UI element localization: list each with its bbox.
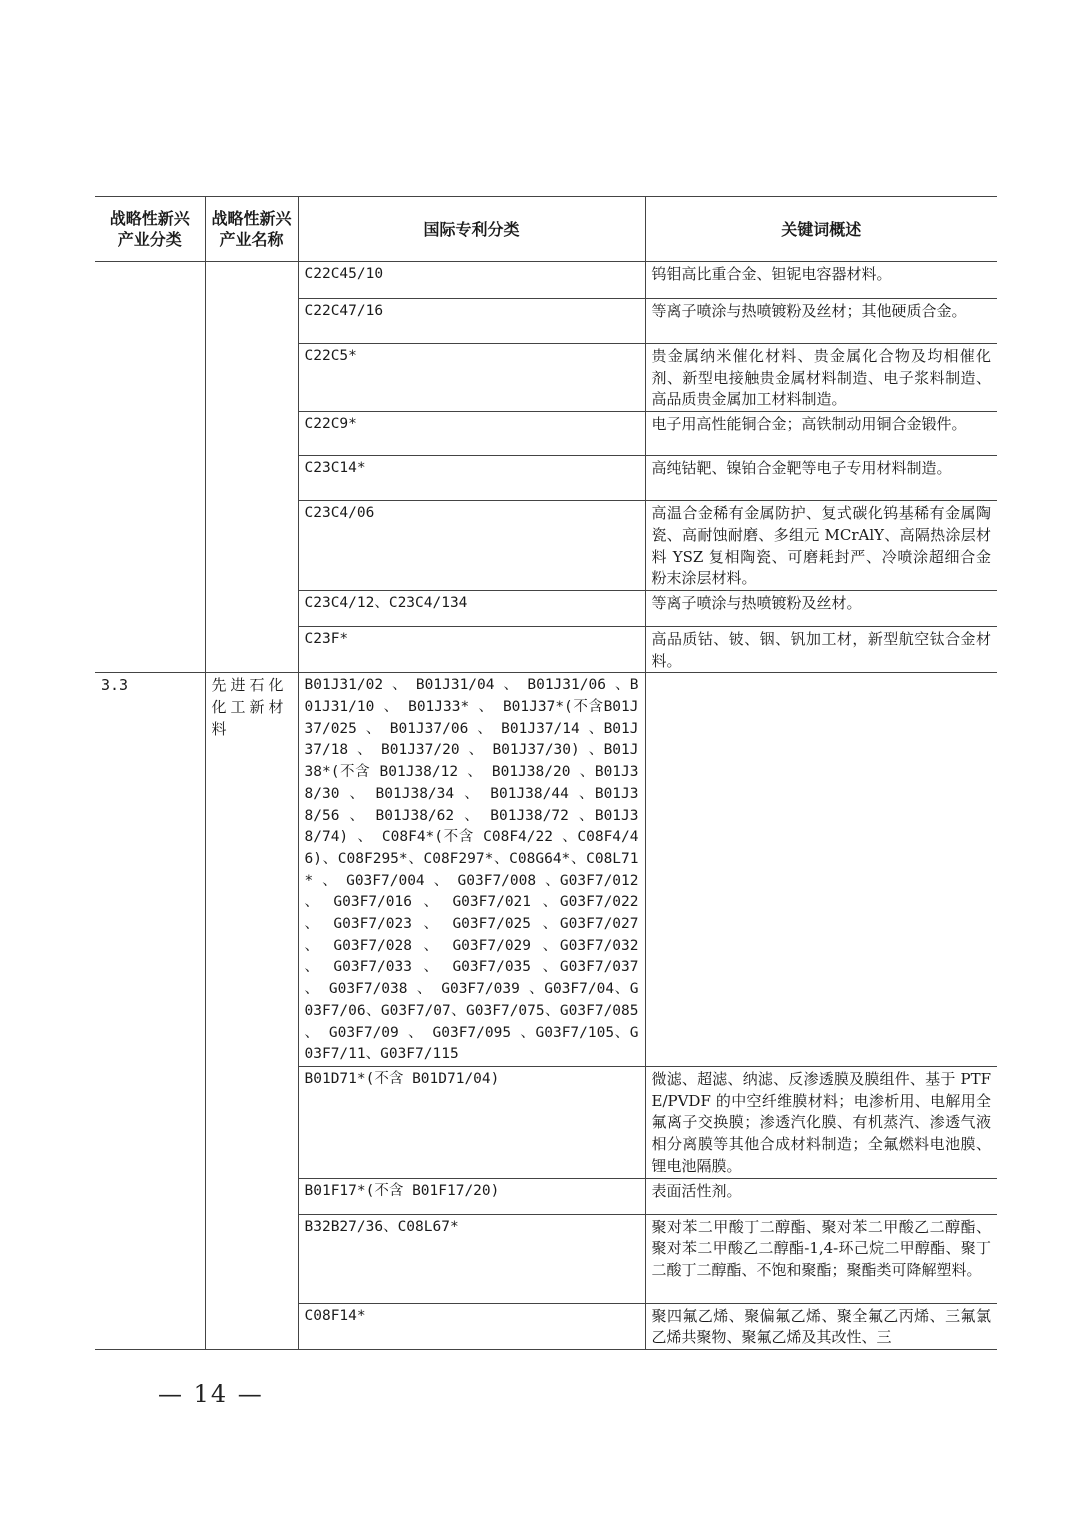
ipc-cell: B01F17*(不含 B01F17/20) — [298, 1178, 645, 1214]
keywords-cell: 聚四氟乙烯、聚偏氟乙烯、聚全氟乙丙烯、三氟氯乙烯共聚物、聚氟乙烯及其改性、三 — [645, 1303, 997, 1349]
ipc-cell: C22C47/16 — [298, 299, 645, 344]
keywords-cell: 等离子喷涂与热喷镀粉及丝材。 — [645, 590, 997, 626]
ipc-cell: C22C9* — [298, 412, 645, 456]
ipc-cell: B01J31/02 、 B01J31/04 、 B01J31/06 、B01J31/10 、 B01J33* 、 B01J37*(不含B01J37/025 、 B01J37/06 、 B01J37/14 、B01J37/18 、 B01J37/20 、 B01J37/30) 、B01J38*(不含 B01J38/12 、 B01J38/20 、B01J38/30 、 B01J38/34 、 B01J38/44 、B01J38/56 、 B01J38/62 、 B01J38/72 、B01J38/74) 、 C08F4*(不含 C08F4/22 、C08F4/46)、C08F295*、C08F297*、C08G64*、C08L71* 、 G03F7/004 、 G03F7/008 、G03F7/012 、 G03F7/016 、 G03F7/021 、G03F7/022 、 G03F7/023 、 G03F7/025 、G03F7/027 、 G03F7/028 、 G03F7/029 、G03F7/032 、 G03F7/033 、 G03F7/035 、G03F7/037 、 G03F7/038 、 G03F7/039 、G03F7/04、G03F7/06、G03F7/07、G03F7/075、G03F7/085 、 G03F7/09 、 G03F7/095 、G03F7/105、G03F7/11、G03F7/115 — [298, 673, 645, 1067]
industry-name-cell — [205, 262, 298, 673]
header-ipc: 国际专利分类 — [298, 197, 645, 262]
keywords-cell: 钨钼高比重合金、钽铌电容器材料。 — [645, 262, 997, 299]
page-number: — 14 — — [158, 1380, 264, 1408]
keywords-cell — [645, 673, 997, 1067]
classification-table — [95, 196, 997, 1350]
category-cell: 3.3 — [95, 673, 205, 1350]
header-industry-name: 战略性新兴产业名称 — [205, 197, 298, 262]
keywords-cell: 微滤、超滤、纳滤、反渗透膜及膜组件、基于 PTFE/PVDF 的中空纤维膜材料；电渗析用、电解用全氟离子交换膜；渗透汽化膜、有机蒸汽、渗透气液相分离膜等其他合成材料制造；全氟燃料电池膜、锂电池隔膜。 — [645, 1066, 997, 1178]
keywords-cell: 高温合金稀有金属防护、复式碳化钨基稀有金属陶瓷、高耐蚀耐磨、多组元 MCrAlY、高隔热涂层材料 YSZ 复相陶瓷、可磨耗封严、冷喷涂超细合金粉末涂层材料。 — [645, 501, 997, 591]
keywords-cell: 等离子喷涂与热喷镀粉及丝材；其他硬质合金。 — [645, 299, 997, 344]
category-cell — [95, 262, 205, 673]
keywords-cell: 聚对苯二甲酸丁二醇酯、聚对苯二甲酸乙二醇酯、聚对苯二甲酸乙二醇酯-1,4-环己烷二甲醇酯、聚丁二酸丁二醇酯、不饱和聚酯；聚酯类可降解塑料。 — [645, 1214, 997, 1303]
ipc-cell: B32B27/36、C08L67* — [298, 1214, 645, 1303]
ipc-cell: C23C14* — [298, 456, 645, 501]
keywords-cell: 电子用高性能铜合金；高铁制动用铜合金锻件。 — [645, 412, 997, 456]
table-row — [95, 262, 997, 299]
ipc-cell: C08F14* — [298, 1303, 645, 1349]
industry-name-cell: 先进石化化工新材料 — [205, 673, 298, 1350]
header-keywords: 关键词概述 — [645, 197, 997, 262]
ipc-cell: C23C4/06 — [298, 501, 645, 591]
keywords-cell: 高品质钴、铍、铟、钒加工材，新型航空钛合金材料。 — [645, 626, 997, 672]
header-category: 战略性新兴产业分类 — [95, 197, 205, 262]
ipc-cell: C23C4/12、C23C4/134 — [298, 590, 645, 626]
keywords-cell: 高纯钴靶、镍铂合金靶等电子专用材料制造。 — [645, 456, 997, 501]
ipc-cell: C22C45/10 — [298, 262, 645, 299]
ipc-cell: B01D71*(不含 B01D71/04) — [298, 1066, 645, 1178]
keywords-cell: 表面活性剂。 — [645, 1178, 997, 1214]
table-row — [95, 673, 997, 1067]
table-header-row — [95, 197, 997, 262]
ipc-cell: C23F* — [298, 626, 645, 672]
ipc-cell: C22C5* — [298, 344, 645, 412]
keywords-cell: 贵金属纳米催化材料、贵金属化合物及均相催化剂、新型电接触贵金属材料制造、电子浆料制造、高品质贵金属加工材料制造。 — [645, 344, 997, 412]
